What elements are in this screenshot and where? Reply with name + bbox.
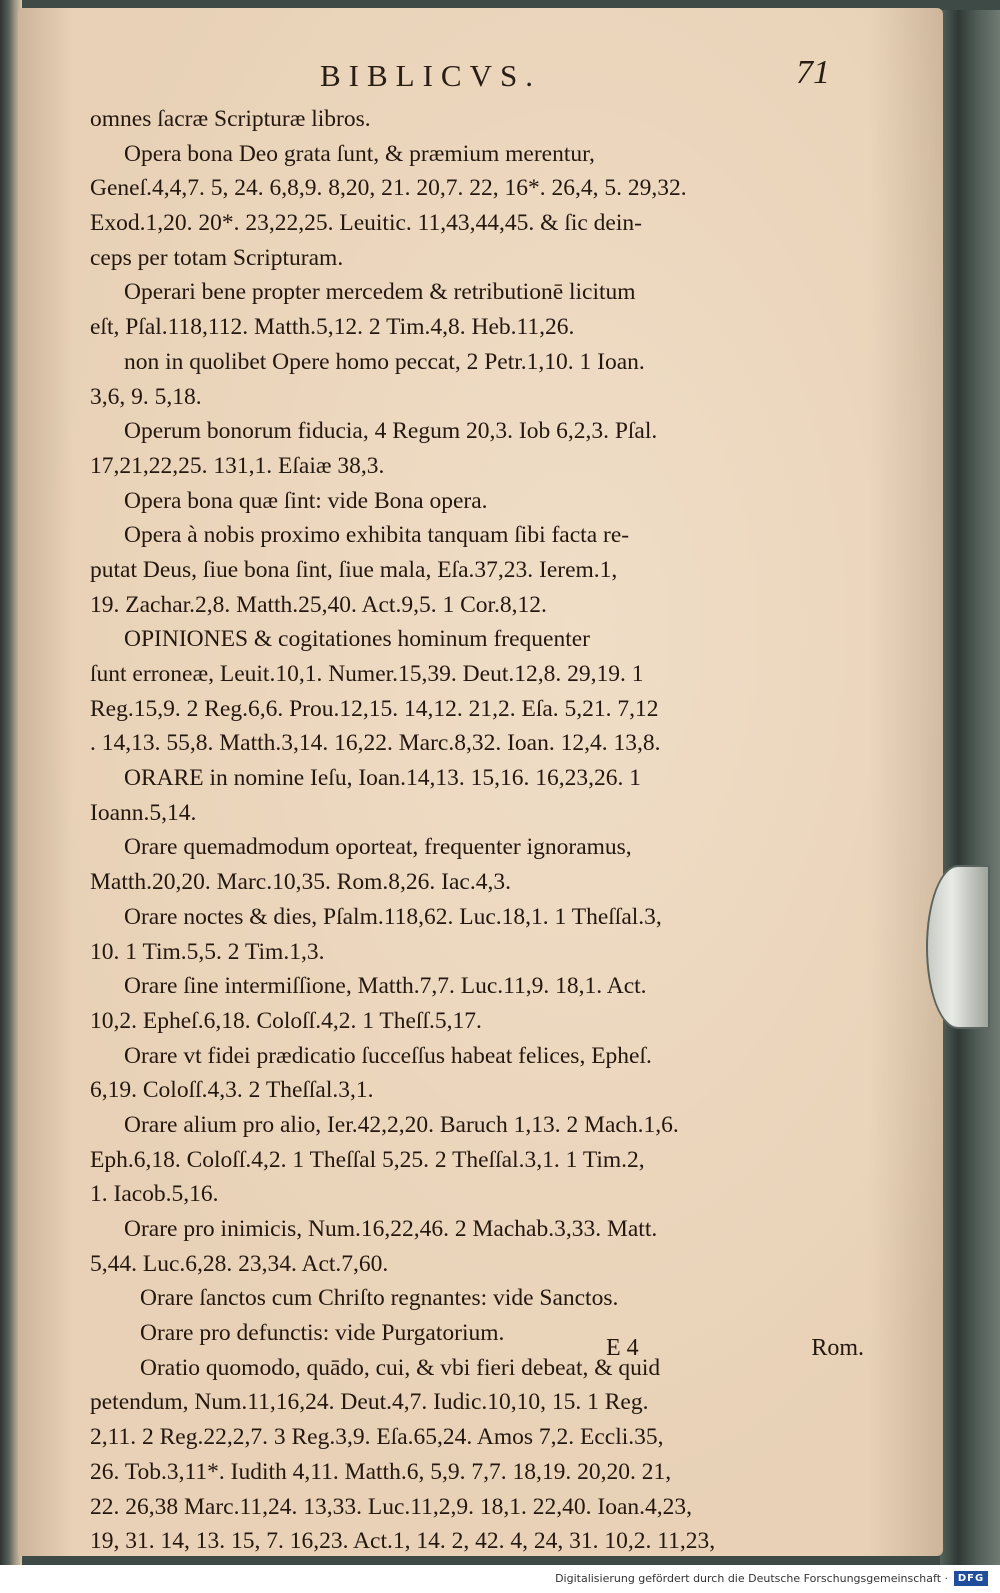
text-line: Matth.20,20. Marc.10,35. Rom.8,26. Iac.4,3. (90, 869, 511, 896)
text-line: Orare pro inimicis, Num.16,22,46. 2 Machab.3,33. Matt. (124, 1216, 658, 1242)
text-line: Operum bonorum fiducia, 4 Regum 20,3. Iob 6,2,3. Pſal. (124, 418, 658, 445)
text-line: ORARE in nomine Ieſu, Ioan.14,13. 15,16. 16,23,26. 1 (124, 765, 641, 792)
text-line: 5,44. Luc.6,28. 23,34. Act.7,60. (90, 1250, 389, 1277)
text-line: 19. Zachar.2,8. Matth.25,40. Act.9,5. 1 Cor.8,12. (90, 591, 547, 618)
text-line: Orare ſine intermiſſione, Matth.7,7. Luc.11,9. 18,1. Act. (124, 973, 647, 1000)
text-line: non in quolibet Opere homo peccat, 2 Petr.1,10. 1 Ioan. (124, 348, 645, 375)
text-line: 17,21,22,25. 131,1. Eſaiæ 38,3. (90, 452, 385, 479)
running-title: BIBLICVS. (320, 58, 541, 93)
text-line: Orare noctes & dies, Pſalm.118,62. Luc.18,1. 1 Theſſal.3, (124, 903, 662, 930)
text-line: . 14,13. 55,8. Matth.3,14. 16,22. Marc.8,32. Ioan. 12,4. 13,8. (90, 730, 661, 757)
page-number: 71 (796, 54, 830, 91)
text-line: Opera bona quæ ſint: vide Bona opera. (124, 487, 488, 514)
digitization-credit (0, 1570, 1000, 1590)
running-header (300, 54, 840, 98)
text-line: OPINIONES & cogitationes hominum frequenter (124, 626, 590, 653)
text-line: Operari bene propter mercedem & retributionē licitum (124, 279, 636, 306)
credit-text: Digitalisierung gefördert durch die Deutsche Forschungsgemeinschaft · (555, 1572, 948, 1585)
text-line: 19, 31. 14, 13. 15, 7. 16,23. Act.1, 14. 2, 42. 4, 24, 31. 10,2. 11,23, (90, 1528, 716, 1555)
text-line: Ioann.5,14. (90, 799, 197, 826)
text-line: 2,11. 2 Reg.22,2,7. 3 Reg.3,9. Eſa.65,24. Amos 7,2. Eccli.35, (90, 1424, 664, 1451)
text-line: Opera à nobis proximo exhibita tanquam ſibi facta re- (124, 522, 630, 549)
text-line: Orare alium pro alio, Ier.42,2,20. Baruch 1,13. 2 Mach.1,6. (124, 1111, 679, 1138)
text-line: Reg.15,9. 2 Reg.6,6. Prou.12,15. 14,12. 21,2. Eſa. 5,21. 7,12 (90, 695, 659, 722)
page-footer (100, 1335, 870, 1375)
text-line: 22. 26,38 Marc.11,24. 13,33. Luc.11,2,9. 18,1. 22,40. Ioan.4,23, (90, 1493, 693, 1520)
text-line: Orare quemadmodum oporteat, frequenter ignoramus, (124, 834, 632, 861)
signature-mark: E 4 (606, 1335, 639, 1361)
text-line: Orare vt fidei prædicatio ſucceſſus habeat felices, Epheſ. (124, 1042, 652, 1069)
text-line: eſt, Pſal.118,112. Matth.5,12. 2 Tim.4,8. Heb.11,26. (90, 314, 575, 341)
book-cover-edge (940, 10, 1000, 1565)
text-line: Orare ſanctos cum Chriſto regnantes: vide Sanctos. (140, 1285, 619, 1312)
text-line: ceps per totam Scripturam. (90, 244, 344, 271)
text-line: Opera bona Deo grata ſunt, & præmium merentur, (124, 140, 595, 167)
text-line: 3,6, 9. 5,18. (90, 383, 202, 410)
text-line: ſunt erroneæ, Leuit.10,1. Numer.15,39. Deut.12,8. 29,19. 1 (90, 661, 644, 687)
text-line: 6,19. Coloſſ.4,3. 2 Theſſal.3,1. (90, 1077, 374, 1104)
text-line: Oratio quomodo, quādo, cui, & vbi fieri debeat, & quid (140, 1354, 661, 1381)
text-line: 10,2. Epheſ.6,18. Coloſſ.4,2. 1 Theſſ.5,17. (90, 1007, 482, 1034)
text-line: omnes ſacræ Scripturæ libros. (90, 106, 371, 132)
catchword: Rom. (811, 1335, 864, 1361)
dfg-logo: DFG (954, 1571, 988, 1586)
text-line: putat Deus, ſiue bona ſint, ſiue mala, Eſa.37,23. Ierem.1, (90, 556, 618, 583)
book-clasp (926, 865, 990, 1029)
text-line: Geneſ.4,4,7. 5, 24. 6,8,9. 8,20, 21. 20,7. 22, 16*. 26,4, 5. 29,32. (90, 175, 687, 202)
text-line: petendum, Num.11,16,24. Deut.4,7. Iudic.10,10, 15. 1 Reg. (90, 1389, 649, 1416)
text-line: Orare pro defunctis: vide Purgatorium. (140, 1320, 505, 1347)
text-line: 26. Tob.3,11*. Iudith 4,11. Matth.6, 5,9. 7,7. 18,19. 20,20. 21, (90, 1458, 672, 1485)
text-line: 1. Iacob.5,16. (90, 1181, 219, 1208)
text-line: 10. 1 Tim.5,5. 2 Tim.1,3. (90, 938, 325, 965)
text-line: Exod.1,20. 20*. 23,22,25. Leuitic. 11,43,44,45. & ſic dein- (90, 210, 642, 237)
text-line: Eph.6,18. Coloſſ.4,2. 1 Theſſal 5,25. 2 Theſſal.3,1. 1 Tim.2, (90, 1146, 645, 1173)
